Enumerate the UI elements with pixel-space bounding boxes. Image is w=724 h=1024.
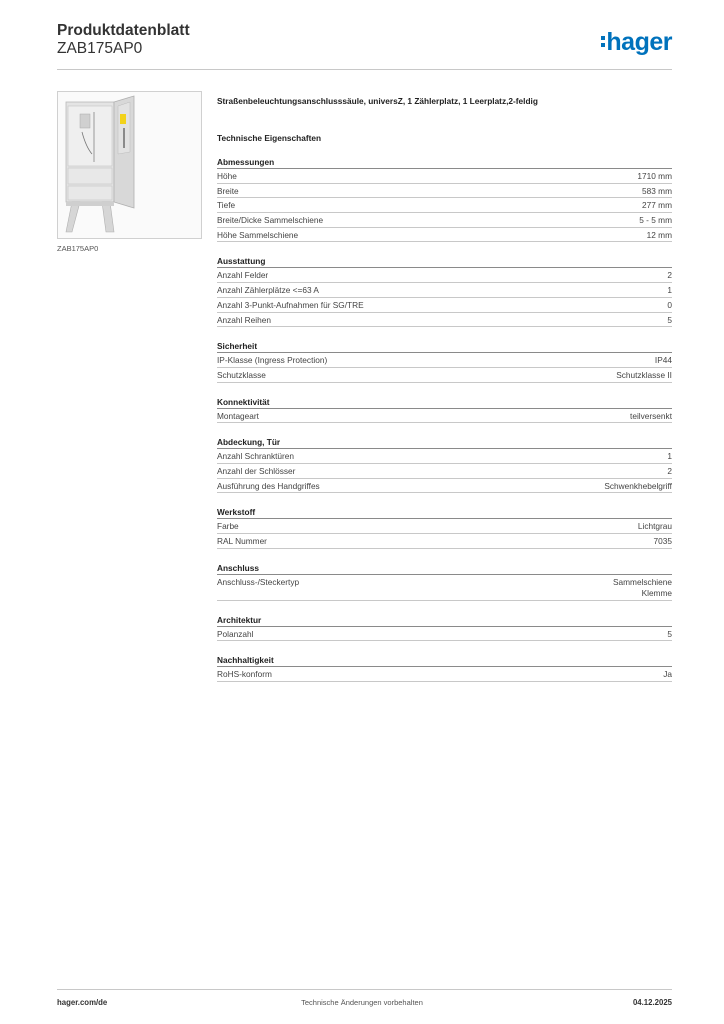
property-label: Anzahl 3-Punkt-Aufnahmen für SG/TRE [217, 299, 364, 310]
section [217, 341, 672, 382]
property-value-line: 2 [667, 465, 672, 476]
footer-note: Technische Änderungen vorbehalten [301, 998, 423, 1007]
logo-text: hager [606, 28, 672, 56]
property-row [217, 184, 672, 199]
property-value [667, 270, 672, 282]
property-value-line: 1 [667, 285, 672, 296]
product-code: ZAB175AP0 [57, 40, 143, 57]
property-value [667, 300, 672, 312]
image-caption: ZAB175AP0 [57, 244, 99, 253]
property-value [667, 466, 672, 478]
footer-website: hager.com/de [57, 998, 108, 1007]
property-value [604, 481, 672, 493]
section-title: Architektur [217, 615, 672, 627]
property-value-line: Sammelschiene [612, 576, 672, 587]
section [217, 507, 672, 548]
property-label: Anzahl Reihen [217, 314, 271, 325]
property-value-line: 1710 mm [637, 171, 672, 181]
header-divider [57, 69, 672, 70]
property-value-line: 0 [667, 299, 672, 310]
section-title: Anschluss [217, 563, 672, 575]
section-title: Ausstattung [217, 256, 672, 268]
property-row [217, 449, 672, 464]
property-label: Anzahl Zählerplätze <=63 A [217, 285, 319, 296]
property-label: IP-Klasse (Ingress Protection) [217, 355, 328, 366]
cabinet-illustration [58, 92, 201, 238]
property-value-line: 5 - 5 mm [639, 215, 672, 226]
logo-colon-icon [601, 33, 605, 50]
property-row [217, 213, 672, 228]
section-title: Konnektivität [217, 397, 672, 409]
section-title: Werkstoff [217, 507, 672, 519]
technical-properties-heading: Technische Eigenschaften [217, 133, 322, 143]
property-label: Breite [217, 185, 239, 196]
property-value-line: 2 [667, 270, 672, 281]
property-row [217, 575, 672, 601]
product-details [217, 96, 672, 682]
property-value-line: Schutzklasse II [616, 369, 672, 380]
document-header [57, 22, 672, 68]
property-value [667, 285, 672, 297]
section [217, 157, 672, 242]
property-value [630, 411, 672, 423]
property-value [639, 215, 672, 227]
property-label: Farbe [217, 521, 239, 532]
property-value-line: teilversenkt [630, 410, 672, 421]
property-label: Höhe [217, 171, 237, 181]
property-value-line: Lichtgrau [637, 521, 672, 532]
property-value [613, 577, 672, 600]
property-value-line: 7035 [653, 536, 672, 546]
section [217, 563, 672, 601]
property-value-line: 277 mm [642, 200, 672, 211]
property-value-line: 12 mm [646, 229, 672, 240]
property-label: Schutzklasse [217, 369, 266, 380]
property-value-line: 5 [667, 628, 672, 639]
property-row [217, 283, 672, 298]
property-value-line: 5 [667, 314, 672, 325]
property-sections [217, 157, 672, 682]
property-label: Anzahl Schranktüren [217, 451, 295, 462]
section [217, 397, 672, 424]
section [217, 655, 672, 682]
property-value [655, 355, 672, 367]
section-title: Abdeckung, Tür [217, 437, 672, 449]
property-row [217, 169, 672, 184]
property-value [637, 171, 672, 183]
property-value-line: Schwenkhebelgriff [604, 480, 672, 491]
property-row [217, 409, 672, 424]
property-label: Höhe Sammelschiene [217, 229, 299, 240]
property-value [654, 536, 672, 548]
property-row [217, 627, 672, 642]
property-value [667, 315, 672, 327]
property-value [642, 186, 672, 198]
property-value [616, 370, 672, 382]
property-value-line: Klemme [641, 588, 672, 599]
property-value [642, 200, 672, 212]
property-row [217, 667, 672, 682]
property-label: RAL Nummer [217, 536, 267, 546]
section [217, 615, 672, 642]
property-value [647, 230, 672, 242]
property-row [217, 519, 672, 534]
property-row [217, 228, 672, 243]
hager-logo [601, 28, 672, 57]
property-label: Anzahl der Schlösser [217, 465, 296, 476]
footer-date: 04.12.2025 [632, 998, 672, 1007]
property-value [667, 451, 672, 463]
document-title: Produktdatenblatt [57, 22, 190, 39]
property-label: Anzahl Felder [217, 270, 269, 281]
property-row [217, 298, 672, 313]
property-label: RoHS-konform [217, 669, 272, 680]
property-label: Montageart [217, 410, 259, 421]
section [217, 437, 672, 493]
property-value-line: IP44 [654, 355, 672, 366]
property-value-line: Ja [663, 669, 672, 680]
property-row [217, 313, 672, 328]
property-value [663, 669, 672, 681]
property-label: Ausführung des Handgriffes [217, 480, 320, 491]
property-label: Breite/Dicke Sammelschiene [217, 215, 324, 226]
section-title: Abmessungen [217, 157, 672, 169]
section-title: Sicherheit [217, 341, 672, 353]
property-row [217, 268, 672, 283]
property-row [217, 353, 672, 368]
footer-divider [57, 989, 672, 990]
section-title: Nachhaltigkeit [217, 655, 672, 667]
property-row [217, 368, 672, 383]
property-label: Polanzahl [217, 628, 254, 639]
property-row [217, 534, 672, 549]
property-row [217, 198, 672, 213]
product-image [57, 91, 202, 239]
property-value [667, 629, 672, 641]
property-row [217, 464, 672, 479]
property-row [217, 479, 672, 494]
product-description: Straßenbeleuchtungsanschlusssäule, universZ, 1 Zählerplatz, 1 Leerplatz,2-feldig [217, 96, 538, 106]
property-value [638, 521, 672, 533]
property-label: Anschluss-/Steckertyp [217, 576, 300, 587]
property-value-line: 583 mm [642, 185, 672, 196]
property-value-line: 1 [667, 451, 672, 462]
section [217, 256, 672, 327]
property-label: Tiefe [217, 200, 236, 211]
